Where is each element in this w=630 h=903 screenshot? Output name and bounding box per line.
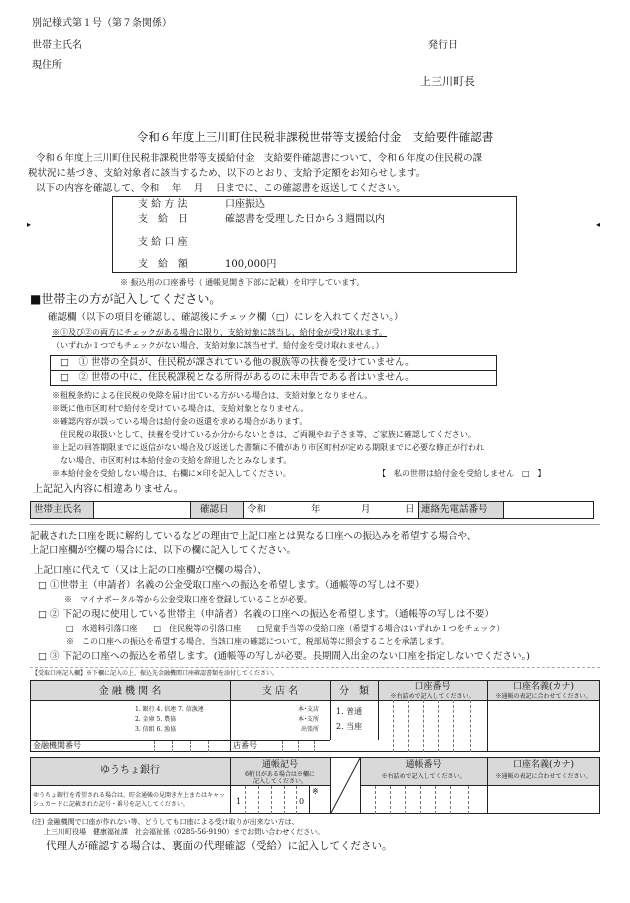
option-2-note: ※ この口座への振込を希望する場合、当該口座の確認について、税部局等に照会することを承諾します。 bbox=[66, 637, 450, 646]
bank-types-3: 3. 信組 6. 漁協 bbox=[135, 726, 177, 733]
payment-method-label: 支 給 方 法 bbox=[138, 199, 188, 210]
yucho-left-note-2: シュカードに記載された記号・番号を記入してください。 bbox=[33, 801, 189, 808]
payment-amount-label: 支 給 額 bbox=[138, 259, 188, 270]
type-header: 分 類 bbox=[339, 686, 369, 697]
right-marker-icon: ◂ bbox=[596, 220, 601, 229]
account-no-header: 口座番号 bbox=[414, 682, 451, 692]
bank-name-header: 金 融 機 関 名 bbox=[98, 686, 162, 697]
branch-types-3: 出張所 bbox=[301, 726, 320, 733]
payment-date-value: 確認書を受理した日から３週間以内 bbox=[225, 214, 385, 225]
issue-date-label: 発行日 bbox=[428, 40, 458, 51]
type-option-2[interactable]: 2. 当座 bbox=[336, 722, 363, 731]
option-2[interactable]: □ ② 下記の現に使用している世帯主（申請者）名義の口座への振込を希望します。（通帳等の写しは不要） bbox=[38, 609, 495, 620]
mayor-name: 上三川町長 bbox=[420, 75, 475, 88]
householder-label: 世帯主氏名 bbox=[32, 40, 82, 51]
section2-intro-1: 記載された口座を既に解約しているなどの理由で上記口座とは異なる口座への振込みを希望する場合や、 bbox=[30, 531, 477, 542]
intro-line-2: 税状況に基づき、支給対象者に該当するため、以下のとおり、支給予定額をお知らせします。 bbox=[28, 168, 426, 179]
yucho-diagonal bbox=[331, 758, 360, 813]
account-no-note: ※右詰めで記入してください。 bbox=[390, 693, 475, 700]
type-option-1[interactable]: 1. 普通 bbox=[336, 707, 363, 716]
passbook-code-asterisk: ※ bbox=[312, 787, 319, 796]
sign-phone-label: 連絡先電話番号 bbox=[421, 504, 488, 515]
passbook-no-header: 通帳番号 bbox=[405, 760, 442, 770]
left-marker-icon: ▸ bbox=[27, 220, 32, 229]
passbook-no-note: ※右詰めで記入してください。 bbox=[381, 773, 466, 780]
payment-note: ※ 振込用の口座番号（ 通帳見開き下部に記載）を印字しています。 bbox=[120, 278, 365, 287]
passbook-code-note-1: 6桁目がある場合は※欄に bbox=[245, 771, 315, 778]
option-2-sub[interactable]: □ 水道料引落口座 □ 住民税等の引落口座 □児童手当等の受給口座（希望する場合はいずれか１つをチェック） bbox=[66, 624, 505, 633]
yucho-left-note-1: ゆうちょ銀行を希望される場合は、貯金通帳の見開き左上またはキャッ bbox=[33, 792, 226, 799]
payment-amount-value: 100,000円 bbox=[225, 259, 277, 270]
section1-remark-2: ※既に他市区町村で給付を受けている場合は、支給対象となりません。 bbox=[52, 404, 309, 413]
passbook-code-first: 1 bbox=[236, 797, 242, 806]
yucho-holder-header: 口座名義(カナ) bbox=[512, 760, 575, 770]
householder-name-field[interactable] bbox=[94, 502, 189, 518]
holder-note: ※通帳の表記に合わせてください。 bbox=[495, 693, 592, 700]
section1-instruction: 確認欄（以下の項目を確認し、確認後にチェック欄（□）にレを入れてください。） bbox=[48, 312, 404, 323]
bank-table-caption: 【受取口座記入欄】※下欄に記入の上、振込先金融機関口座確認書類を添付してください。 bbox=[32, 670, 279, 677]
sign-date-label: 確認日 bbox=[200, 504, 229, 515]
section1-remark-1: ※租税条約による住民税の免除を届け出ている方がいる場合は、支給対象となりません。 bbox=[52, 391, 373, 400]
sign-reiwa: 令和 bbox=[247, 504, 267, 515]
check-item-2[interactable]: □ ② 世帯の中に、住民税課税となる所得があるのに未申告である者はいません。 bbox=[60, 372, 415, 383]
sign-day: 日 bbox=[405, 504, 415, 515]
branch-types-1: 本･支店 bbox=[298, 706, 320, 713]
section1-remark-4: 住民税の取扱いとして、扶養を受けているか分からないときは、ご両親やお子さま等、ご家族に確認してください。 bbox=[60, 430, 476, 439]
decline-checkbox[interactable]: 【 私の世帯は給付金を受給しません □ 】 bbox=[378, 469, 546, 478]
sign-month: 月 bbox=[361, 504, 371, 515]
sign-year: 年 bbox=[311, 504, 321, 515]
form-number: 別記様式第１号（第７条関係） bbox=[32, 18, 172, 29]
section1-note-2: （いずれか１つでもチェックがない場合、支給対象に該当せず、給付金を受け取れません。） bbox=[52, 341, 384, 350]
section1-remark-3: ※確認内容が誤っている場合は給付金の返還を求める場合があります。 bbox=[52, 417, 308, 426]
agent-note: 代理人が確認する場合は、裏面の代理確認（受給）に記入してください。 bbox=[46, 840, 393, 852]
check-item-1[interactable]: □ ① 世帯の全員が、住民税が課されている他の親族等の扶養を受けていません。 bbox=[60, 357, 415, 368]
bank-types-1: 1. 銀行 4. 信連 7. 信漁連 bbox=[135, 706, 204, 713]
phone-field[interactable] bbox=[504, 502, 593, 518]
page-title: 令和６年度上三川町住民税非課税世帯等支援給付金 支給要件確認書 bbox=[136, 130, 494, 144]
address-label: 現住所 bbox=[32, 60, 62, 71]
section2-intro-2: 上記口座欄が空欄の場合には、以下の欄に記入してください。 bbox=[30, 545, 297, 556]
payment-account-label: 支 給 口 座 bbox=[138, 237, 188, 248]
passbook-code-header: 通帳記号 bbox=[261, 760, 298, 770]
section1-heading: ■世帯主の方が記入してください。 bbox=[30, 292, 222, 306]
footer-note-1: (注) 金融機関で口座が作れない等、どうしても口座による受け取りが出来ない方は、 bbox=[32, 818, 299, 826]
footer-note-2: 上三川町役場 健康福祉課 社会福祉係（0285-56-9190）までお問い合わせください。 bbox=[44, 828, 325, 836]
branch-code-label: 店番号 bbox=[233, 741, 257, 750]
payment-date-label: 支 給 日 bbox=[138, 214, 188, 225]
intro-line-3: 以下の内容を確認して、令和 年 月 日までに、この確認書を返送してください。 bbox=[36, 183, 406, 194]
section1-remark-6: ない場合、市区町村は本給付金の支給を辞退したとみなします。 bbox=[60, 456, 292, 465]
option-1-note: ※ マイナポータル等から公金受取口座を登録していることが必要。 bbox=[64, 595, 312, 604]
yucho-name: ゆうちょ銀行 bbox=[100, 765, 160, 776]
option-3[interactable]: □ ③ 下記の口座への振込を希望します。(通帳等の写しが必要。長期間入出金のない口座を指定しないでください。) bbox=[38, 651, 530, 662]
alt-account-intro: 上記口座に代えて（又は上記の口座欄が空欄の場合）、 bbox=[34, 565, 267, 576]
section1-note-1: ※①及び②の両方にチェックがある場合に限り、支給対象に該当し、給付金が受け取れます。 bbox=[52, 328, 388, 337]
option-1[interactable]: □ ①世帯主（申請者）名義の公金受取口座への振込を希望します。（通帳等の写しは不要） bbox=[38, 580, 425, 591]
passbook-code-note-2: 記入してください。 bbox=[252, 778, 307, 785]
bank-types-2: 2. 金庫 5. 農協 bbox=[135, 716, 177, 723]
section1-remark-5: ※上記の回答期限までに返信がない場合及び返送した書類に不備があり市区町村が定める期限までに必要な修正が行われ bbox=[52, 443, 484, 452]
confirm-text: 上記記入内容に相違ありません。 bbox=[33, 484, 184, 495]
intro-line-1: 令和６年度上三川町住民税非課税世帯等支援給付金 支給要件確認書について、令和６年度の住民税の課 bbox=[36, 153, 483, 164]
branch-name-header: 支 店 名 bbox=[261, 686, 299, 697]
section1-remark-7: ※本給付金を受給しない場合は、右欄に×印を記入してください。 bbox=[52, 469, 291, 478]
holder-header: 口座名義(カナ) bbox=[512, 682, 575, 692]
branch-types-2: 本･支所 bbox=[298, 716, 320, 723]
bank-code-label: 金融機関番号 bbox=[33, 741, 81, 750]
passbook-code-last: 0 bbox=[299, 797, 305, 806]
sign-householder-label: 世帯主氏名 bbox=[34, 504, 82, 515]
yucho-holder-note: ※通帳の表記に合わせてください。 bbox=[495, 773, 592, 780]
payment-method-value: 口座振込 bbox=[225, 199, 265, 210]
